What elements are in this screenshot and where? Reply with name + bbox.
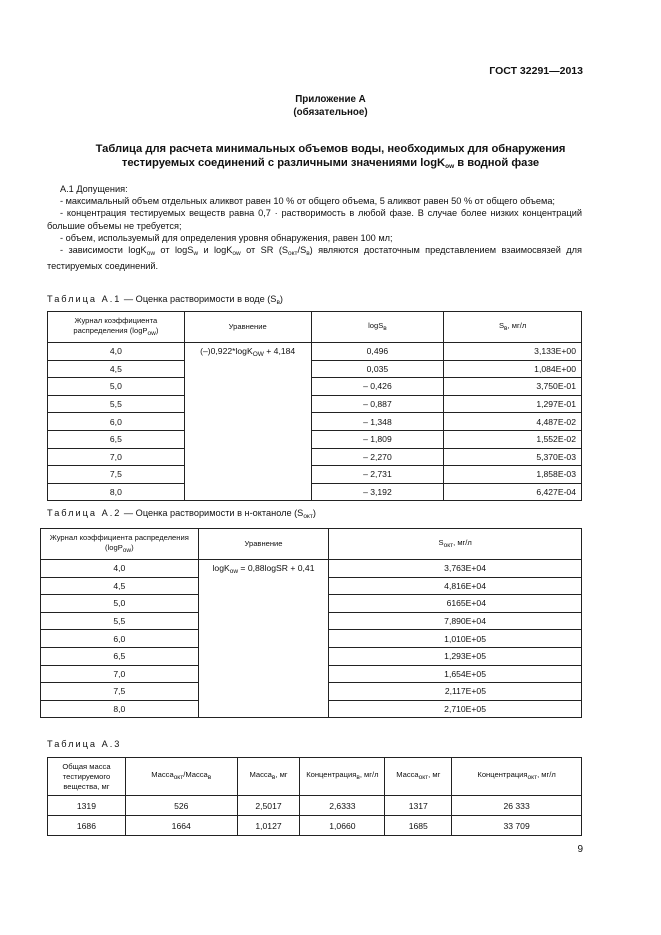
table-cell: 1,010Е+05 — [329, 630, 582, 648]
title-line-2: тестируемых соединений с различными значениями logK$_{ow}$ в водной фазе — [121, 157, 540, 170]
table-row — [48, 796, 582, 816]
table-cell: 4,0 — [41, 560, 199, 578]
table-row — [48, 360, 582, 378]
table-cell: 1,0660 — [300, 816, 385, 836]
table-cell: 8,0 — [41, 700, 199, 718]
assumption-item: - максимальный объем отдельных аликвот равен 10 % от общего объема, 5 аликвот равен 50 % от общего объема; — [60, 196, 555, 207]
assumption-item: - объем, используемый для определения уровня обнаружения, равен 100 мл; — [60, 232, 393, 243]
document-header: ГОСТ 32291—2013 — [489, 65, 583, 77]
table-cell: – 1,809 — [311, 430, 444, 448]
table2-header-equation: Уравнение — [198, 529, 329, 560]
table2-equation: logK$_{ow}$ = 0,88logSR + 0,41 — [198, 560, 329, 718]
table1-header-logp: Журнал коэффициента распределения (logPow) — [48, 312, 185, 343]
title-line-1: Таблица для расчета минимальных объемов воды, необходимых для обнаружения — [95, 143, 566, 155]
table-cell: 1319 — [48, 796, 126, 816]
table-cell: 5,5 — [48, 395, 185, 413]
table-cell: 1664 — [125, 816, 237, 836]
table-cell: 7,890Е+04 — [329, 612, 582, 630]
annex-heading — [0, 93, 661, 119]
table-cell: 2,710Е+05 — [329, 700, 582, 718]
table-cell: 1317 — [385, 796, 452, 816]
table-cell: – 1,348 — [311, 413, 444, 431]
table-cell: 1,552Е-02 — [444, 430, 582, 448]
table-cell: 4,5 — [41, 577, 199, 595]
table3-header-conc-water: Концентрацияв, мг/л — [300, 758, 385, 796]
table1-header-logs: logSв — [311, 312, 444, 343]
table-cell: 1,0127 — [237, 816, 300, 836]
table-cell: 7,5 — [41, 683, 199, 701]
table-a1 — [47, 311, 582, 501]
table-cell: – 0,887 — [311, 395, 444, 413]
table-row — [48, 816, 582, 836]
table-row — [48, 430, 582, 448]
table-row — [48, 448, 582, 466]
table1-equation: (–)0,922*logK$_{OW}$ + 4,184 — [184, 343, 311, 501]
table-cell: 5,370Е-03 — [444, 448, 582, 466]
table-row — [48, 466, 582, 484]
table1-header-equation: Уравнение — [184, 312, 311, 343]
table-cell: 26 333 — [452, 796, 582, 816]
table2-header-logp: Журнал коэффициента распределения (logPow) — [41, 529, 199, 560]
table-cell: 1,084Е+00 — [444, 360, 582, 378]
page-number: 9 — [577, 844, 583, 855]
table-cell: 1685 — [385, 816, 452, 836]
table1-caption: Таблица А.1 — Оценка растворимости в воде $(S_в)$ — [47, 294, 283, 306]
table3-header-conc-oct: Концентрацияокт, мг/л — [452, 758, 582, 796]
table-cell: 6,5 — [41, 647, 199, 665]
table-cell: 6,5 — [48, 430, 185, 448]
table-cell: 0,035 — [311, 360, 444, 378]
table-cell: – 0,426 — [311, 378, 444, 396]
table-cell: 4,487Е-02 — [444, 413, 582, 431]
table3-header-mass-water: Массав, мг — [237, 758, 300, 796]
annex-title: Приложение А — [295, 94, 366, 105]
table-cell: 4,816Е+04 — [329, 577, 582, 595]
table-cell: – 2,270 — [311, 448, 444, 466]
assumption-item: - зависимости logK$_{ow}$ от logS$_w$ и logK$_{ow}$ от SR $(S_{окт}/S_в)$ являются достаточным представлением взаимосвязей для тестируемых соединений. — [47, 245, 582, 272]
table-row — [48, 395, 582, 413]
table-cell: 3,133Е+00 — [444, 343, 582, 361]
table-cell: 5,0 — [41, 595, 199, 613]
table-cell: 7,5 — [48, 466, 185, 484]
table-a2 — [40, 528, 582, 718]
table-cell: 2,5017 — [237, 796, 300, 816]
table-cell: 6,427Е-04 — [444, 483, 582, 501]
table-cell: 2,117Е+05 — [329, 683, 582, 701]
table3-header-mass-ratio: Массаокт/Массав — [125, 758, 237, 796]
table-cell: 2,6333 — [300, 796, 385, 816]
table-cell: 1,654Е+05 — [329, 665, 582, 683]
table-cell: 3,763Е+04 — [329, 560, 582, 578]
table-cell: 1,297Е-01 — [444, 395, 582, 413]
table-cell: 1,293Е+05 — [329, 647, 582, 665]
table-row — [41, 560, 582, 578]
table-cell: 6,0 — [41, 630, 199, 648]
table-cell: 6,0 — [48, 413, 185, 431]
table-row — [48, 343, 582, 361]
table-cell: – 3,192 — [311, 483, 444, 501]
table3-header-mass-oct: Массаокт, мг — [385, 758, 452, 796]
table-cell: 8,0 — [48, 483, 185, 501]
assumptions-title: А.1 Допущения: — [60, 184, 128, 194]
table-cell: 7,0 — [41, 665, 199, 683]
section-title — [0, 142, 661, 174]
assumption-item: - концентрация тестируемых веществ равна 0,7 · растворимость в любой фазе. В случае более низких концентраций большие объемы не требуется; — [47, 208, 582, 231]
table2-header-s: Sокт, мг/л — [329, 529, 582, 560]
table2-caption: Таблица А.2 — Оценка растворимости в н-октаноле $(S_{окт})$ — [47, 508, 316, 520]
annex-status: (обязательное) — [293, 107, 368, 118]
table3-header-total-mass: Общая масса тестируемого вещества, мг — [48, 758, 126, 796]
table1-header-s: Sв, мг/л — [444, 312, 582, 343]
table-row — [48, 378, 582, 396]
table-cell: 526 — [125, 796, 237, 816]
table-cell: 0,496 — [311, 343, 444, 361]
table-cell: 33 709 — [452, 816, 582, 836]
table-cell: 4,5 — [48, 360, 185, 378]
table-cell: 3,750Е-01 — [444, 378, 582, 396]
table-cell: 6165Е+04 — [329, 595, 582, 613]
table-cell: 7,0 — [48, 448, 185, 466]
table-cell: 4,0 — [48, 343, 185, 361]
table-cell: 1,858Е-03 — [444, 466, 582, 484]
assumptions-block — [47, 183, 582, 272]
table-cell: 5,0 — [48, 378, 185, 396]
table-a3 — [47, 757, 582, 836]
table-row — [48, 483, 582, 501]
table-cell: – 2,731 — [311, 466, 444, 484]
table-cell: 5,5 — [41, 612, 199, 630]
table-cell: 1686 — [48, 816, 126, 836]
table3-caption: Таблица А.3 — [47, 739, 122, 749]
table-row — [48, 413, 582, 431]
